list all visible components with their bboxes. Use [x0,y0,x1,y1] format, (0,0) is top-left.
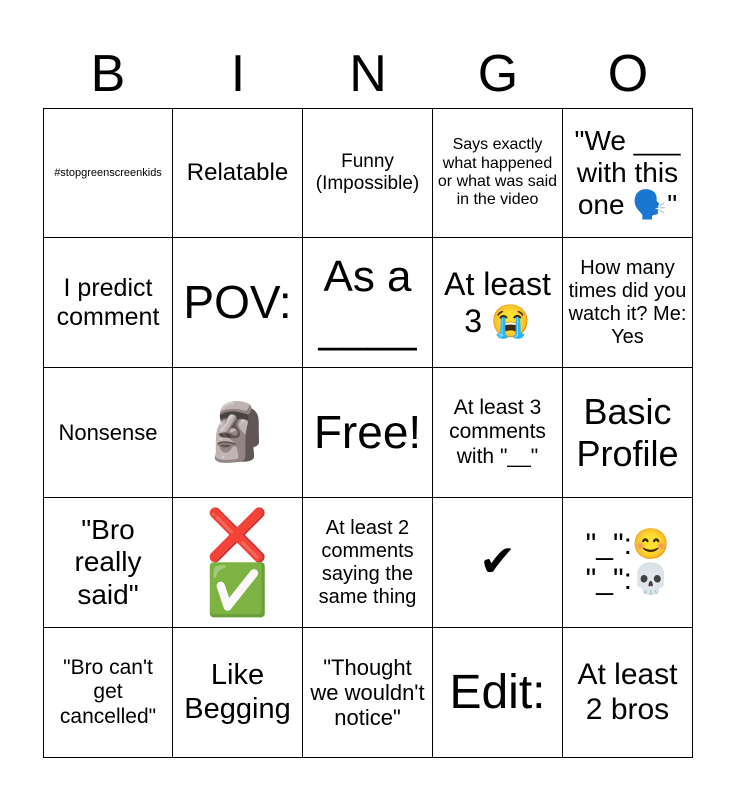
bingo-cell[interactable]: Nonsense [43,368,173,498]
bingo-cell[interactable]: Says exactly what happened or what was said in the video [433,108,563,238]
bingo-cell[interactable]: At least 3 comments with "__" [433,368,563,498]
header-letter-g: G [477,45,519,103]
bingo-cell[interactable]: As a ____ [303,238,433,368]
bingo-cell[interactable]: POV: [173,238,303,368]
header-letter-n: N [349,45,387,103]
bingo-cell[interactable]: At least 3 😭 [433,238,563,368]
bingo-cell[interactable]: "We ___ with this one 🗣️" [563,108,693,238]
bingo-cell[interactable]: "Thought we wouldn't notice" [303,628,433,758]
header-letter-b: B [90,45,126,103]
bingo-cell[interactable]: Funny (Impossible) [303,108,433,238]
bingo-cell[interactable]: 🗿 [173,368,303,498]
bingo-cell[interactable]: Relatable [173,108,303,238]
bingo-cell[interactable]: Like Begging [173,628,303,758]
bingo-header [43,40,693,108]
bingo-cell[interactable]: Basic Profile [563,368,693,498]
bingo-cell[interactable]: "_":😊 "_":💀 [563,498,693,628]
bingo-cell[interactable]: At least 2 comments saying the same thing [303,498,433,628]
bingo-cell[interactable]: ✔ [433,498,563,628]
bingo-cell[interactable]: #stopgreenscreenkids [43,108,173,238]
bingo-board [43,108,693,758]
bingo-cell[interactable]: ❌✅ [173,498,303,628]
bingo-cell[interactable]: I predict comment [43,238,173,368]
bingo-cell[interactable]: How many times did you watch it? Me: Yes [563,238,693,368]
bingo-cell[interactable]: "Bro really said" [43,498,173,628]
bingo-cell[interactable]: At least 2 bros [563,628,693,758]
header-letter-i: I [230,45,246,103]
bingo-cell[interactable]: "Bro can't get cancelled" [43,628,173,758]
bingo-cell[interactable]: Edit: [433,628,563,758]
bingo-cell[interactable]: Free! [303,368,433,498]
header-letter-o: O [607,45,649,103]
